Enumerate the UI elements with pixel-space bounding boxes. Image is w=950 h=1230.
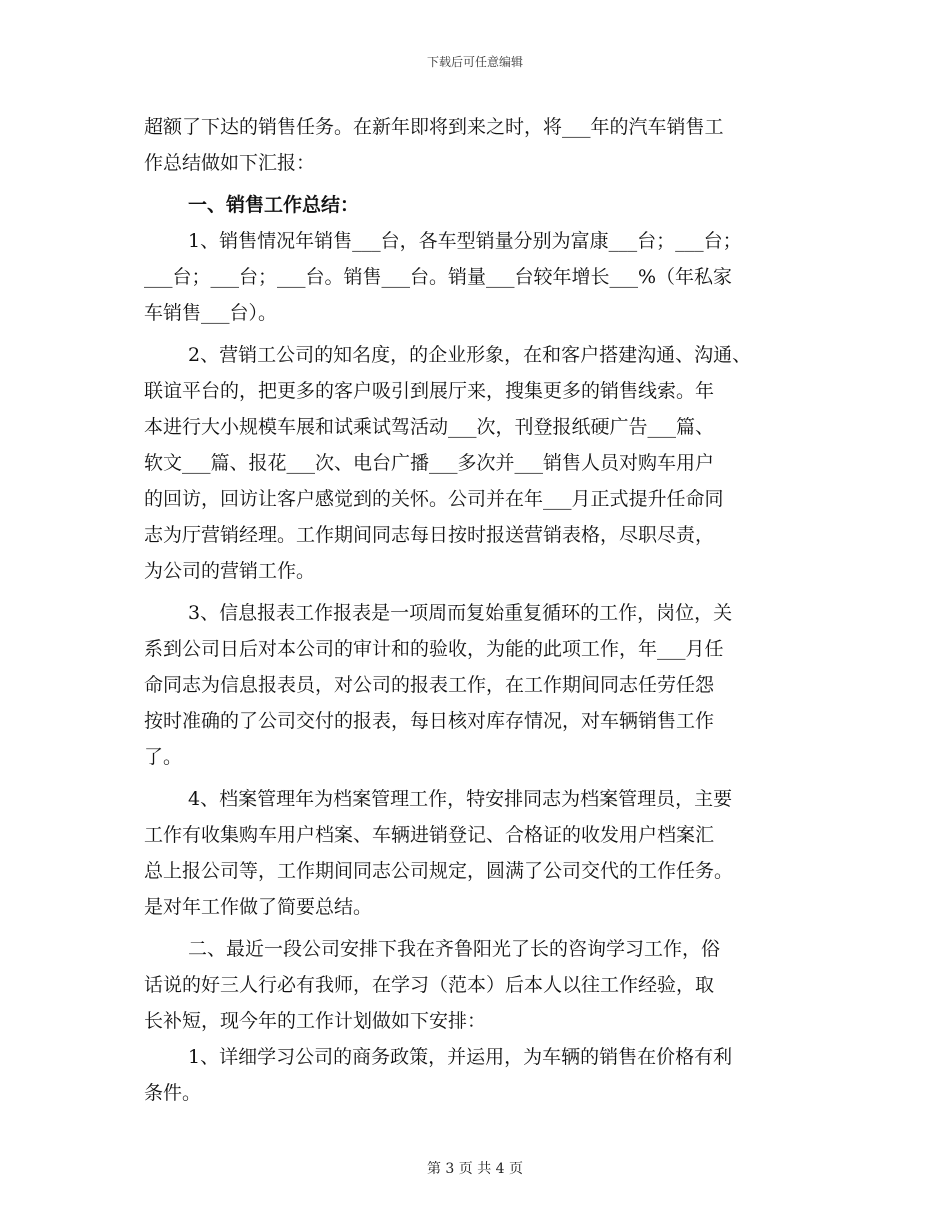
paragraph-line: 了。 bbox=[144, 746, 183, 768]
paragraph-line: 4、档案管理年为档案管理工作，特安排同志为档案管理员，主要 bbox=[188, 788, 733, 810]
paragraph-line: 超额了下达的销售任务。在新年即将到来之时，将___年的汽车销售工 bbox=[144, 116, 724, 138]
paragraph-line: 软文___篇、报花___次、电台广播___多次并___销售人员对购车用户 bbox=[144, 452, 715, 474]
paragraph-line: 是对年工作做了简要总结。 bbox=[144, 896, 373, 918]
paragraph-line: 1、详细学习公司的商务政策，并运用，为车辆的销售在价格有利 bbox=[188, 1046, 733, 1068]
page-header: 下载后可任意编辑 bbox=[426, 55, 523, 69]
paragraph-line: 联谊平台的，把更多的客户吸引到展厅来，搜集更多的销售线索。年 bbox=[144, 380, 715, 402]
paragraph-line: 2、营销工公司的知名度，的企业形象，在和客户搭建沟通、沟通、 bbox=[188, 344, 752, 366]
document-body bbox=[144, 109, 814, 1111]
paragraph-line: 命同志为信息报表员，对公司的报表工作，在工作期间同志任劳任怨 bbox=[144, 674, 715, 696]
paragraph-line: 为公司的营销工作。 bbox=[144, 560, 316, 582]
paragraph-line: 按时准确的了公司交付的报表，每日核对库存情况，对车辆销售工作 bbox=[144, 710, 715, 732]
paragraph-line: 条件。 bbox=[144, 1082, 202, 1104]
paragraph-line: 作总结做如下汇报： bbox=[144, 152, 316, 174]
section-heading: 一、销售工作总结： bbox=[188, 194, 360, 216]
paragraph-line: 3、信息报表工作报表是一项周而复始重复循环的工作，岗位，关 bbox=[188, 602, 733, 624]
paragraph-line: 志为厅营销经理。工作期间同志每日按时报送营销表格，尽职尽责， bbox=[144, 524, 715, 546]
paragraph-line: 的回访，回访让客户感觉到的关怀。公司并在年___月正式提升任命同 bbox=[144, 488, 724, 510]
paragraph-line: 1、销售情况年销售___台，各车型销量分别为富康___台；___台； bbox=[188, 230, 742, 252]
paragraph-line: 本进行大小规模车展和试乘试驾活动___次，刊登报纸硬广告___篇、 bbox=[144, 416, 715, 438]
paragraph-line: 工作有收集购车用户档案、车辆进销登记、合格证的收发用户档案汇 bbox=[144, 824, 715, 846]
paragraph-line: ___台；___台；___台。销售___台。销量___台较年增长___%（年私家 bbox=[144, 266, 733, 288]
paragraph-line: 二、最近一段公司安排下我在齐鲁阳光了长的咨询学习工作，俗 bbox=[188, 938, 721, 960]
paragraph-line: 长补短，现今年的工作计划做如下安排： bbox=[144, 1010, 487, 1032]
paragraph-line: 话说的好三人行必有我师，在学习（范本）后本人以往工作经验，取 bbox=[144, 974, 715, 996]
paragraph-line: 车销售___台）。 bbox=[144, 302, 278, 324]
paragraph-line: 总上报公司等，工作期间同志公司规定，圆满了公司交代的工作任务。 bbox=[144, 860, 734, 882]
paragraph-line: 系到公司日后对本公司的审计和的验收，为能的此项工作，年___月任 bbox=[144, 638, 724, 660]
page-number: 第 3 页 共 4 页 bbox=[426, 1161, 524, 1177]
